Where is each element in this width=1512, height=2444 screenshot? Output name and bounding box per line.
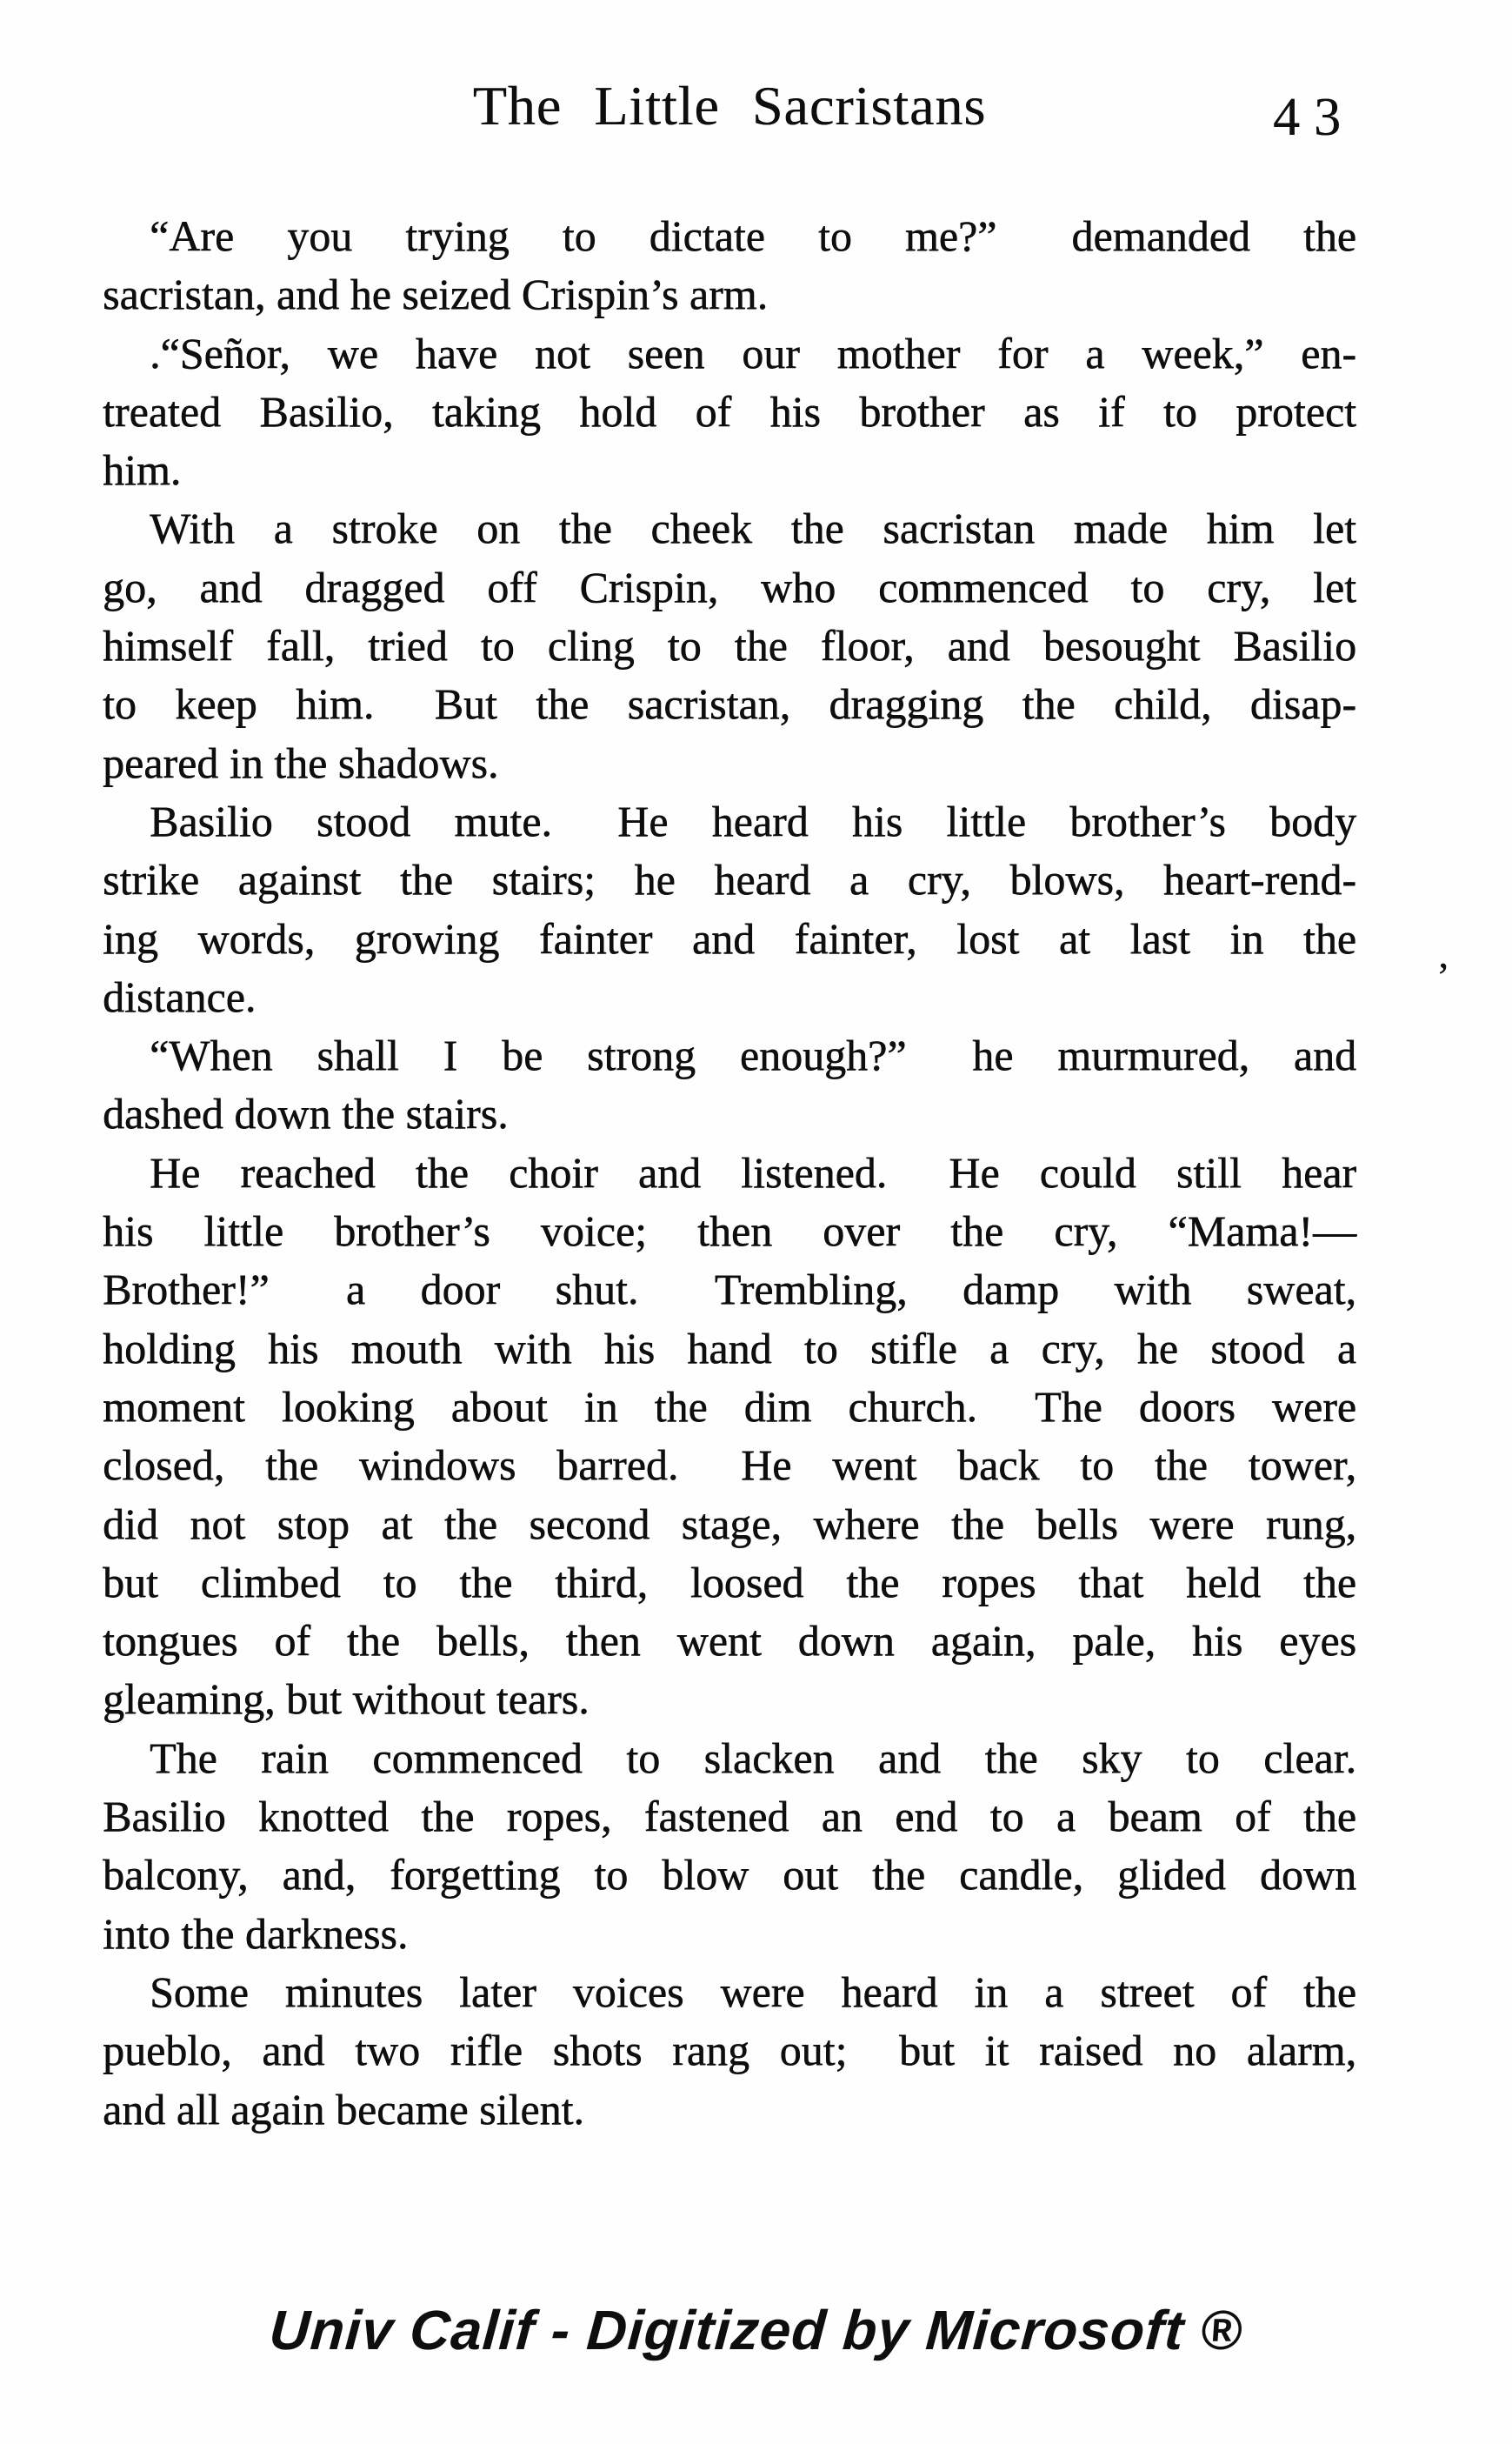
- text-line: tongues of the bells, then went down again, pale, his eyes: [103, 1616, 1356, 1666]
- text-line: did not stop at the second stage, where the bells were rung,: [103, 1499, 1356, 1548]
- text-line: his little brother’s voice; then over the cry, “Mama!—: [103, 1206, 1356, 1256]
- text-line: sacristan, and he seized Crispin’s arm.: [103, 270, 769, 319]
- text-line: go, and dragged off Crispin, who commenced to cry, let: [103, 562, 1356, 611]
- text-line: holding his mouth with his hand to stifle a cry, he stood a: [103, 1323, 1356, 1372]
- page-title: The Little Sacristans: [472, 75, 987, 137]
- text-line: peared in the shadows.: [103, 738, 499, 787]
- text-line: and all again became silent.: [103, 2084, 584, 2133]
- text-line: himself fall, tried to cling to the floor, and besought Basilio: [103, 621, 1356, 671]
- text-line: treated Basilio, taking hold of his brother as if to protect: [103, 386, 1356, 436]
- stray-mark: ’: [1436, 954, 1450, 998]
- text-line: He reached the choir and listened. He could still hear: [150, 1147, 1356, 1197]
- text-line: “Are you trying to dictate to me?” demanded the: [150, 211, 1356, 260]
- page-body: [103, 207, 1356, 2139]
- text-line: him.: [103, 445, 182, 495]
- page-number: 43: [1273, 88, 1355, 147]
- text-line: but climbed to the third, loosed the ropes that held the: [103, 1557, 1356, 1606]
- text-line: With a stroke on the cheek the sacristan made him let: [150, 504, 1356, 553]
- text-line: “When shall I be strong enough?” he murmured, and: [150, 1031, 1356, 1080]
- watermark: Univ Calif - Digitized by Microsoft ®: [267, 2299, 1245, 2361]
- page-header: [103, 75, 1356, 153]
- text-line: to keep him. But the sacristan, dragging the child, disap-: [103, 679, 1356, 729]
- text-line: ing words, growing fainter and fainter, lost at last in the: [103, 913, 1356, 963]
- text-line: pueblo, and two rifle shots rang out; but it raised no alarm,: [103, 2026, 1356, 2075]
- text-line: into the darkness.: [103, 1908, 409, 1958]
- text-line: distance.: [103, 972, 256, 1021]
- text-line: dashed down the stairs.: [103, 1089, 509, 1139]
- text-line: Brother!” a door shut. Trembling, damp with sweat,: [103, 1265, 1356, 1314]
- text-line: The rain commenced to slacken and the sky to clear.: [150, 1733, 1356, 1782]
- text-line: moment looking about in the dim church. The doors were: [103, 1381, 1356, 1431]
- text-line: .“Señor, we have not seen our mother for a week,” en-: [150, 328, 1356, 377]
- text-line: Some minutes later voices were heard in a street of the: [150, 1967, 1356, 2016]
- text-line: balcony, and, forgetting to blow out the candle, glided down: [103, 1850, 1356, 1900]
- text-line: closed, the windows barred. He went back to the tower,: [103, 1440, 1356, 1490]
- text-line: strike against the stairs; he heard a cry, blows, heart-rend-: [103, 855, 1356, 905]
- text-line: Basilio stood mute. He heard his little brother’s body: [150, 796, 1356, 845]
- text-line: gleaming, but without tears.: [103, 1674, 589, 1724]
- text-line: Basilio knotted the ropes, fastened an end to a beam of the: [103, 1792, 1356, 1841]
